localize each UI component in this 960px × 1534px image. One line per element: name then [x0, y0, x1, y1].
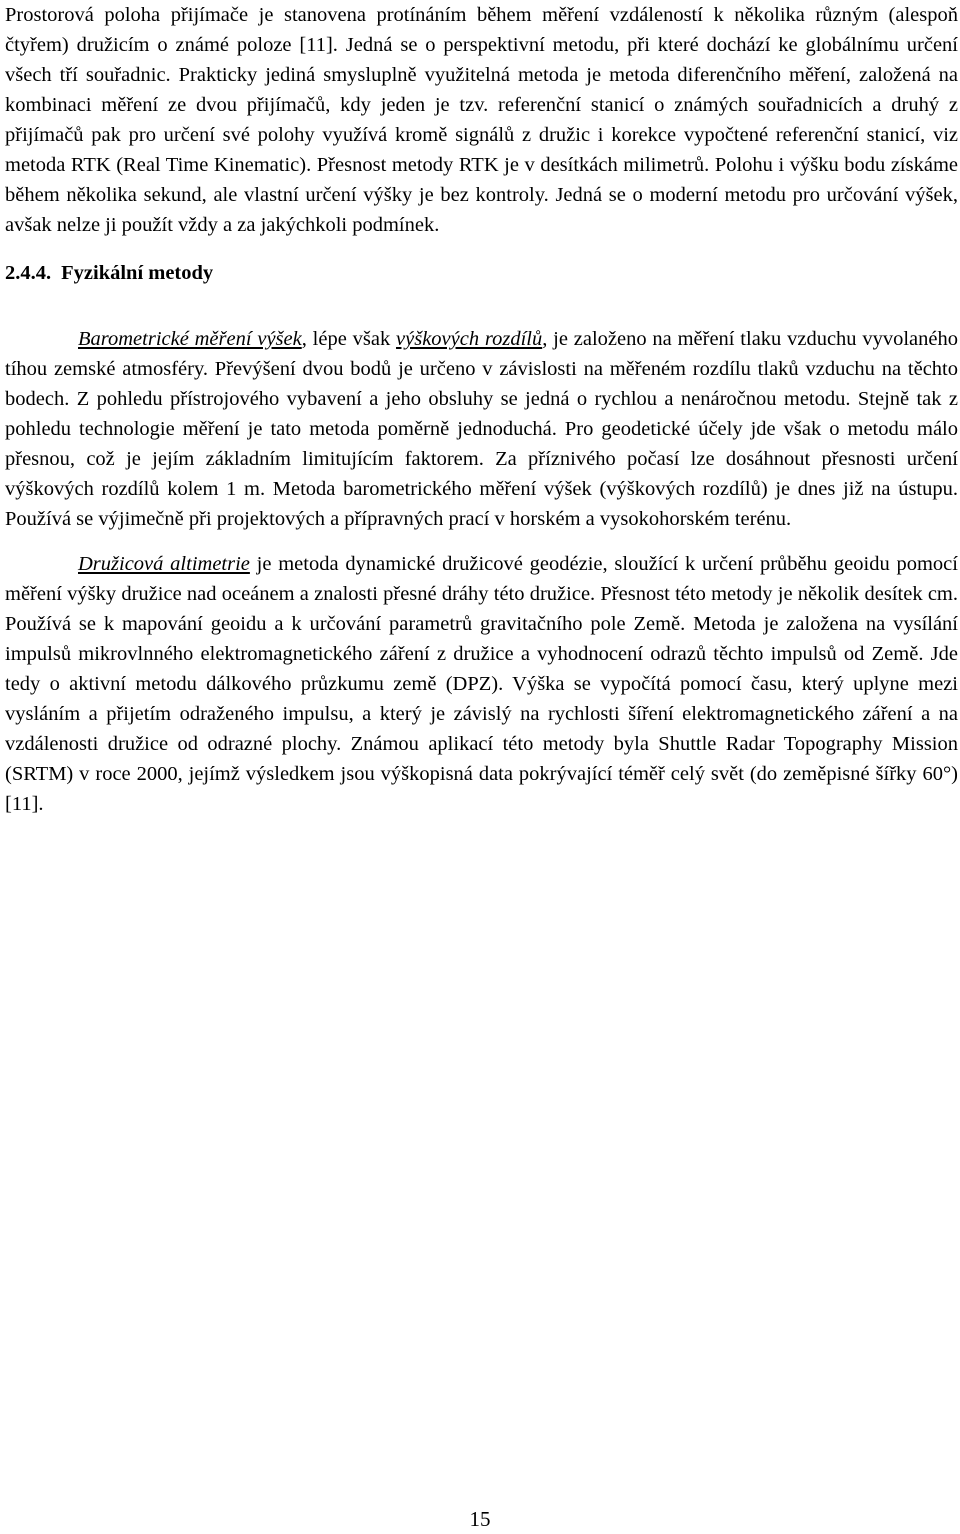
paragraph-gnss-positioning: [5, 0, 958, 240]
paragraph-barometric: [5, 324, 958, 534]
term-satellite-altimetry: Družicová altimetrie: [78, 553, 250, 575]
paragraph-text: je metoda dynamické družicové geodézie, sloužící k určení průběhu geoidu pomocí měření výšky družice nad oceánem a znalosti přesné dráhy této družice. Přesnost této metody je několik desítek cm. Používá se k mapování geoidu a k určování parametrů gravitačního pole Země. Metoda je založena na vysílání impulsů mikrovlnného elektromagnetického záření z družice a vyhodnocení odrazů těchto impulsů od Země. Jde tedy o aktivní metodu dálkového průzkumu země (DPZ). Výška se vypočítá pomocí času, který uplyne mezi vysláním a přijetím odraženého impulsu, a který je závislý na rychlosti šíření elektromagnetického záření a na vzdálenosti družice od odrazné plochy. Známou aplikací této metody byla Shuttle Radar Topography Mission (SRTM) v roce 2000, jejímž výsledkem jsou výškopisná data pokrývající téměř celý svět (do zeměpisné šířky 60°) [11].: [5, 553, 958, 815]
paragraph-text: , lépe však: [301, 328, 397, 350]
page-number: 15: [469, 1507, 491, 1531]
paragraph-text: , je založeno na měření tlaku vzduchu vyvolaného tíhou zemské atmosféry. Převýšení dvou bodů je určeno v závislosti na měřeném rozdílu tlaků vzduchu na těchto bodech. Z pohledu přístrojového vybavení a jeho obsluhy se jedná o rychlou a nenáročnou metodu. Stejně tak z pohledu technologie měření je tato metoda poměrně jednoduchá. Pro geodetické účely jde však o metodu málo přesnou, což je jejím základním limitujícím faktorem. Za příznivého počasí lze dosáhnout přesnosti určení výškových rozdílů kolem 1 m. Metoda barometrického měření výšek (výškových rozdílů) je dnes již na ústupu. Používá se výjimečně při projektových a přípravných prací v horském a vysokohorském terénu.: [5, 328, 958, 530]
section-number: 2.4.4.: [5, 262, 52, 284]
document-page: [5, 0, 958, 819]
term-barometric-measurement: Barometrické měření výšek: [78, 328, 302, 350]
section-title: Fyzikální metody: [61, 262, 214, 284]
paragraph-altimetry: [5, 549, 958, 819]
term-height-differences: výškových rozdílů: [396, 328, 543, 350]
section-heading: [5, 258, 958, 288]
paragraph-text: Prostorová poloha přijímače je stanovena protínáním během měření vzdáleností k několika různým (alespoň čtyřem) družicím o známé poloze [11]. Jedná se o perspektivní metodu, při které dochází ke globálnímu určení všech tří souřadnic. Prakticky jediná smysluplně využitelná metoda je metoda diferenčního měření, založená na kombinaci měření ze dvou přijímačů, kdy jeden je tzv. referenční stanicí o známých souřadnicích a druhý z přijímačů pak pro určení své polohy využívá kromě signálů z družic i korekce vypočtené referenční stanicí, viz metoda RTK (Real Time Kinematic). Přesnost metody RTK je v desítkách milimetrů. Polohu i výšku bodu získáme během několika sekund, ale vlastní určení výšky je bez kontroly. Jedná se o moderní metodu pro určování výšek, avšak nelze ji použít vždy a za jakýchkoli podmínek.: [5, 4, 958, 236]
